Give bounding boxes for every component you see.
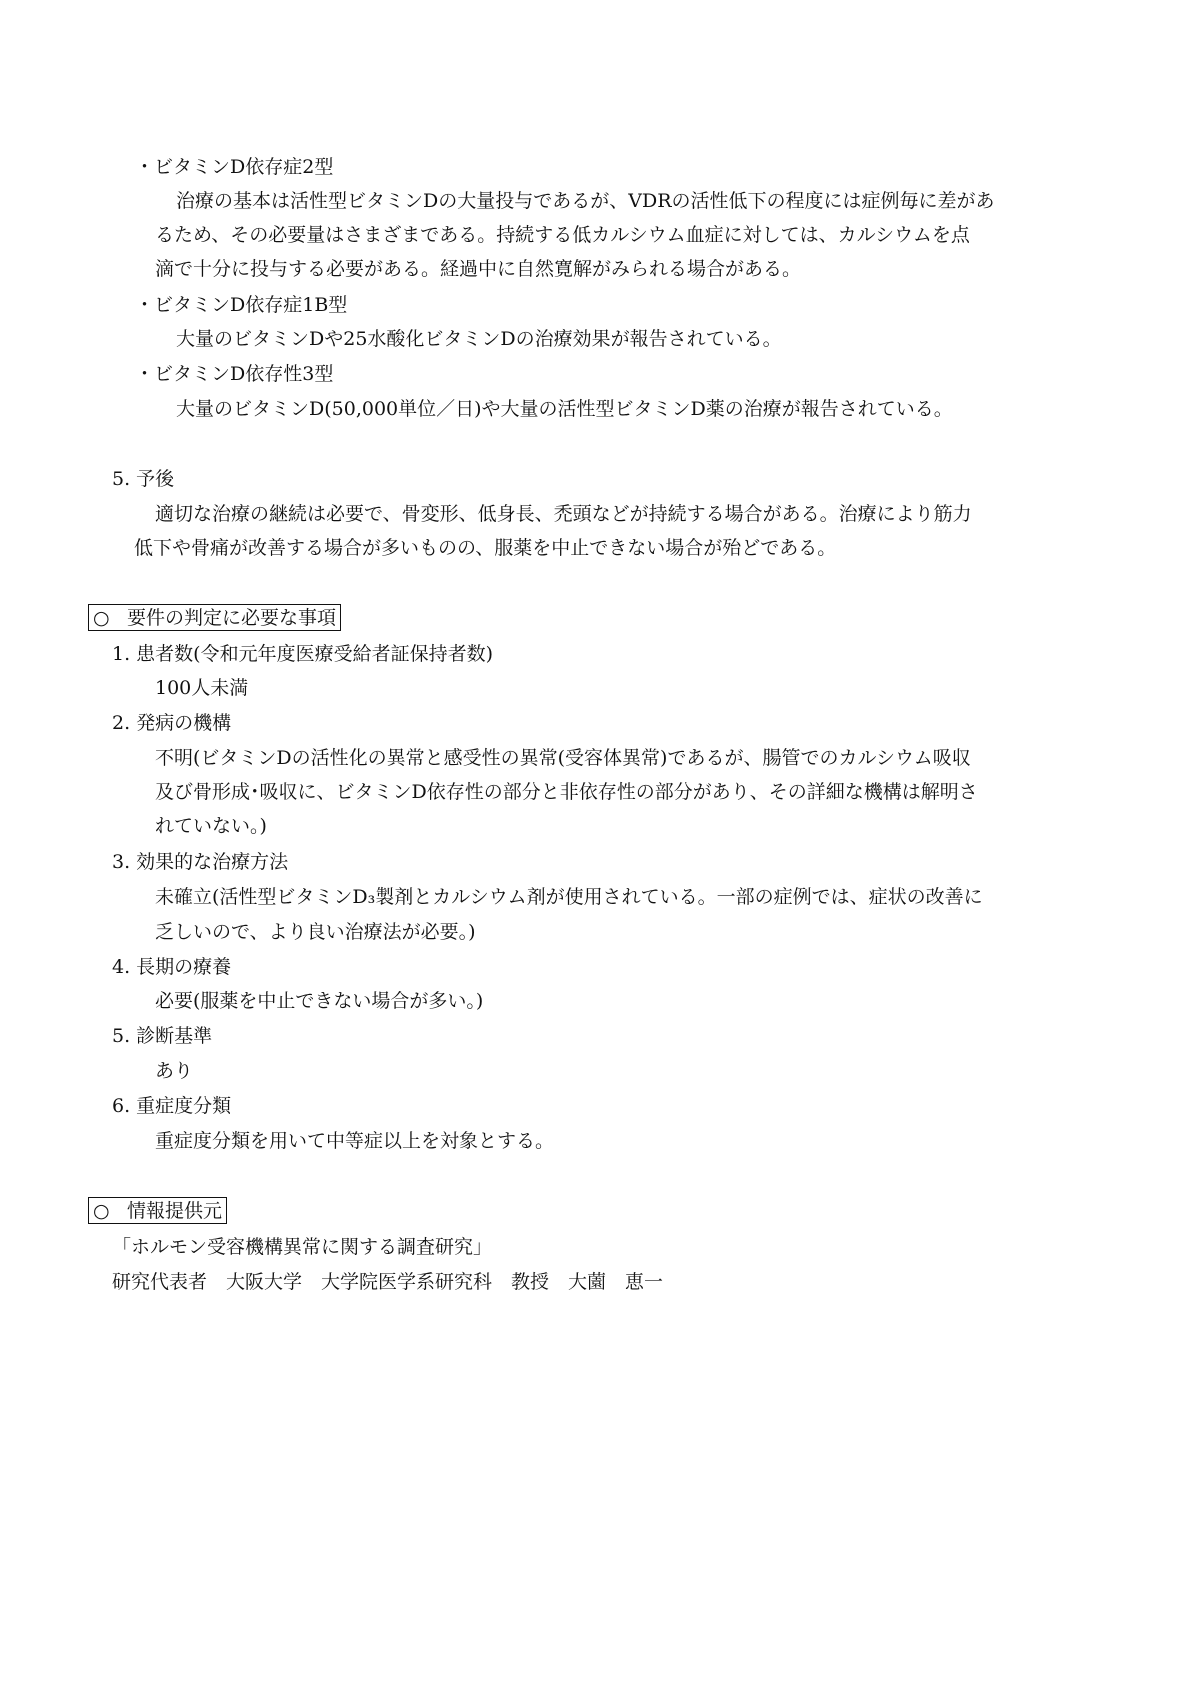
requirement-heading: 4. 長期の療養: [112, 956, 232, 978]
requirement-heading: 3. 効果的な治療方法: [112, 851, 289, 873]
prognosis-line: 低下や骨痛が改善する場合が多いものの、服薬を中止できない場合が殆どである。: [134, 537, 837, 559]
requirement-heading: 2. 発病の機構: [112, 712, 232, 734]
requirement-line: あり: [155, 1060, 194, 1082]
requirement-line: れていない。): [155, 815, 267, 837]
requirement-heading: 6. 重症度分類: [112, 1095, 232, 1117]
type3-heading: ・ビタミンD依存性3型: [135, 363, 334, 385]
circle-mark-icon: ○: [93, 607, 110, 629]
type2-heading: ・ビタミンD依存症2型: [135, 156, 334, 178]
requirements-section-box: [88, 604, 341, 631]
representative: 研究代表者 大阪大学 大学院医学系研究科 教授 大薗 恵一: [112, 1271, 664, 1293]
requirement-line: 不明(ビタミンDの活性化の異常と感受性の異常(受容体異常)であるが、腸管でのカルシウム吸収: [155, 747, 971, 769]
type2-line: 治療の基本は活性型ビタミンDの大量投与であるが、VDRの活性低下の程度には症例毎に差があ: [176, 190, 995, 212]
requirements-section-title: 要件の判定に必要な事項: [127, 607, 337, 629]
requirement-heading: 1. 患者数(令和元年度医療受給者証保持者数): [112, 643, 493, 665]
requirement-line: 乏しいので、より良い治療法が必要。): [155, 921, 476, 943]
requirement-line: 重症度分類を用いて中等症以上を対象とする。: [155, 1130, 555, 1152]
type1b-line: 大量のビタミンDや25水酸化ビタミンDの治療効果が報告されている。: [176, 328, 782, 350]
type1b-heading: ・ビタミンD依存症1B型: [135, 294, 348, 316]
prognosis-heading: 5. 予後: [112, 468, 175, 490]
type2-line: るため、その必要量はさまざまである。持続する低カルシウム血症に対しては、カルシウムを点: [155, 224, 970, 246]
provider-section-title: 情報提供元: [127, 1200, 223, 1222]
requirement-line: 及び骨形成･吸収に、ビタミンD依存性の部分と非依存性の部分があり、その詳細な機構は解明さ: [155, 781, 978, 803]
study-name: 「ホルモン受容機構異常に関する調査研究」: [112, 1236, 493, 1258]
prognosis-line: 適切な治療の継続は必要で、骨変形、低身長、禿頭などが持続する場合がある。治療により筋力: [155, 503, 972, 525]
type2-line: 滴で十分に投与する必要がある。経過中に自然寛解がみられる場合がある。: [155, 258, 802, 280]
type3-line: 大量のビタミンD(50,000単位／日)や大量の活性型ビタミンD薬の治療が報告されている。: [176, 398, 953, 420]
circle-mark-icon: ○: [93, 1200, 110, 1222]
requirement-line: 100人未満: [155, 677, 249, 699]
requirement-line: 未確立(活性型ビタミンD₃製剤とカルシウム剤が使用されている。一部の症例では、症状の改善に: [155, 886, 983, 908]
requirement-line: 必要(服薬を中止できない場合が多い。): [155, 990, 484, 1012]
requirement-heading: 5. 診断基準: [112, 1025, 213, 1047]
provider-section-box: [88, 1197, 227, 1224]
